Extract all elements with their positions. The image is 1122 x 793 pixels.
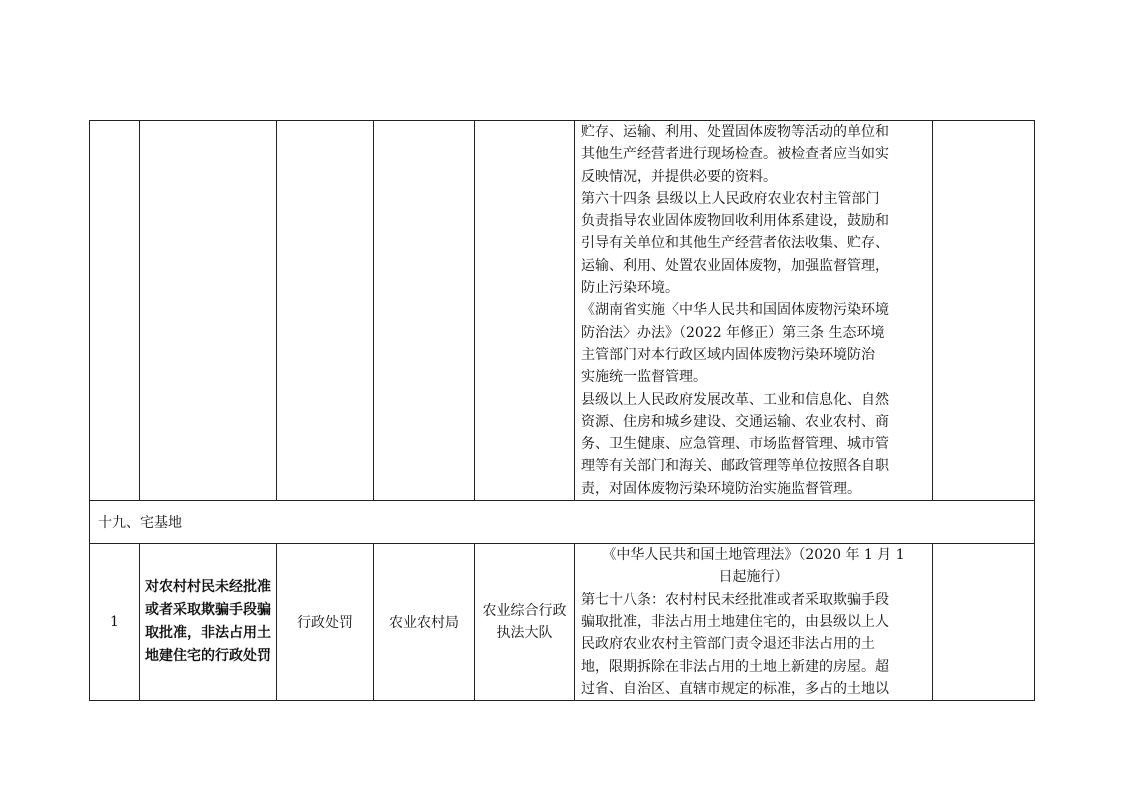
basis-line: 第七十八条：农村村民未经批准或者采取欺骗手段 [581,591,889,608]
category-cell [277,121,374,501]
section-row [90,501,1035,544]
basis-line: 负责指导农业固体废物回收利用体系建设，鼓励和 [581,213,889,230]
row-number: 1 [90,544,140,701]
number-cell [90,121,140,501]
executor-cell [475,121,575,501]
basis-line: 过省、自治区、直辖市规定的标准，多占的土地以 [581,680,889,697]
basis-line: 日起施行） [718,569,789,586]
department-cell [374,121,475,501]
basis-line: 其他生产经营者进行现场检查。被检查者应当如实 [581,146,889,163]
table-row [90,544,1035,701]
basis-line: 责，对固体废物污染环境防治实施监督管理。 [581,480,861,497]
basis-line: 骗取批准，非法占用土地建住宅的，由县级以上人 [581,613,889,630]
item-category: 行政处罚 [277,544,374,701]
legal-basis-cell [575,121,933,501]
basis-line: 主管部门对本行政区域内固体废物污染环境防治 [581,346,875,363]
basis-line: 民政府农业农村主管部门责令退还非法占用的土 [581,636,875,653]
basis-line: 防治法〉办法》（2022 年修正）第三条 生态环境 [581,324,885,341]
basis-line: 务、卫生健康、应急管理、市场监督管理、城市管 [581,436,889,453]
basis-line: 反映情况，并提供必要的资料。 [581,168,777,185]
item-executor: 农业综合行政执法大队 [475,544,575,701]
remarks-cell [933,121,1035,501]
item-name-cell [140,121,277,501]
basis-line: 《湖南省实施〈中华人民共和国固体废物污染环境 [581,302,889,319]
basis-line: 实施统一监督管理。 [581,369,707,386]
basis-line: 防止污染环境。 [581,280,679,297]
item-name: 对农村村民未经批准或者采取欺骗手段骗取批准，非法占用土地建住宅的行政处罚 [140,544,277,701]
legal-basis-cell [575,544,933,701]
remarks-cell [933,544,1035,701]
basis-line: 县级以上人民政府发展改革、工业和信息化、自然 [581,391,889,408]
continuation-row [90,121,1035,501]
basis-line: 理等有关部门和海关、邮政管理等单位按照各自职 [581,458,889,475]
basis-line: 《中华人民共和国土地管理法》（2020 年 1 月 1 [602,547,905,564]
basis-line: 贮存、运输、利用、处置固体废物等活动的单位和 [581,124,889,140]
basis-line: 第六十四条 县级以上人民政府农业农村主管部门 [581,190,880,207]
basis-line: 地，限期拆除在非法占用的土地上新建的房屋。超 [581,658,889,675]
item-department: 农业农村局 [374,544,475,701]
section-title: 十九、宅基地 [90,501,1035,544]
basis-line: 引导有关单位和其他生产经营者依法收集、贮存、 [581,235,889,252]
basis-line: 运输、利用、处置农业固体废物，加强监督管理， [581,257,889,274]
enforcement-table [89,120,1035,701]
basis-line: 资源、住房和城乡建设、交通运输、农业农村、商 [581,413,889,430]
